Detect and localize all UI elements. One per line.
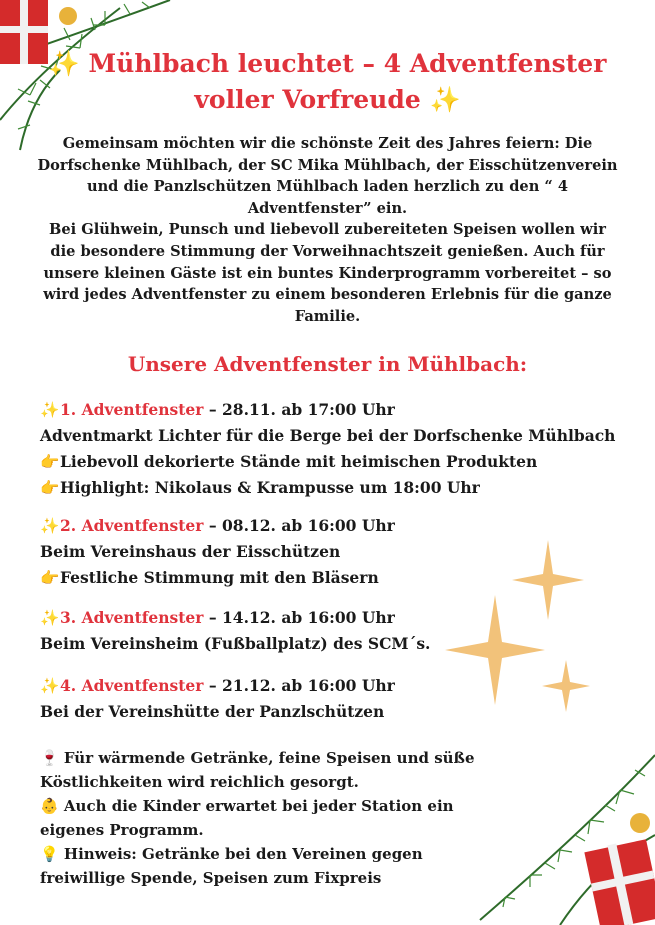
star-icon bbox=[542, 660, 590, 712]
kids-note-text: Auch die Kinder erwartet bei jeder Station ein eigenes Programm. bbox=[40, 797, 454, 839]
event-1-detail-2 bbox=[40, 475, 615, 501]
event-1-detail-1 bbox=[40, 449, 615, 475]
event-4-location: Bei der Vereinshütte der Panzlschützen bbox=[40, 702, 385, 721]
gold-stars bbox=[440, 540, 600, 720]
event-3 bbox=[40, 605, 430, 657]
section-heading: Unsere Adventfenster in Mühlbach: bbox=[127, 352, 528, 376]
lightbulb-icon: 💡 bbox=[40, 845, 59, 863]
event-2-detail-1-text: Festliche Stimmung mit den Bläsern bbox=[60, 568, 379, 587]
event-4 bbox=[40, 673, 395, 725]
event-2-name: 2. Adventfenster bbox=[60, 516, 204, 535]
title-line-1-text: Mühlbach leuchtet – 4 Adventfenster bbox=[88, 49, 607, 78]
intro-paragraph-2: Bei Glühwein, Punsch und liebevoll zubereiteten Speisen wollen wir die besondere Stimmung der Vorweihnachtszeit genießen. Auch für unsere kleinen Gäste ist ein buntes Kinderprogramm vorbereitet – so wird jedes Adventfenster zu einem besonderen Erlebnis für die ganze Familie. bbox=[43, 221, 612, 325]
event-2-location: Beim Vereinshaus der Eisschützen bbox=[40, 542, 341, 561]
event-1-location: Adventmarkt Lichter für die Berge bei der Dorfschenke Mühlbach bbox=[40, 426, 616, 445]
event-2-date: – 08.12. ab 16:00 Uhr bbox=[203, 516, 395, 535]
event-4-header bbox=[40, 673, 395, 699]
star-icon bbox=[445, 595, 545, 705]
event-1-detail-1-text: Liebevoll dekorierte Stände mit heimischen Produkten bbox=[60, 452, 538, 471]
pointing-hand-icon: 👉 bbox=[40, 568, 60, 587]
event-4-name: 4. Adventfenster bbox=[60, 676, 204, 695]
sparkle-icon: ✨ bbox=[40, 400, 60, 419]
pointing-hand-icon: 👉 bbox=[40, 452, 60, 471]
event-1-name: 1. Adventfenster bbox=[60, 400, 204, 419]
page-title bbox=[0, 46, 655, 118]
event-1-detail-2-text: Highlight: Nikolaus & Krampusse um 18:00 Uhr bbox=[60, 478, 480, 497]
sparkle-icon: ✨ bbox=[40, 676, 60, 695]
sparkle-icon: ✨ bbox=[40, 516, 60, 535]
child-icon: 👶 bbox=[40, 797, 59, 815]
intro-paragraph-1: Gemeinsam möchten wir die schönste Zeit des Jahres feiern: Die Dorfschenke Mühlbach, der SC Mika Mühlbach, der Eisschützenverein und die Panzlschützen Mühlbach laden herzlich zu den “ 4 Adventfenster” ein. bbox=[37, 135, 618, 217]
sparkle-icon: ✨ bbox=[429, 85, 461, 114]
pine-garland-bottom-right bbox=[440, 715, 655, 925]
intro-text bbox=[36, 133, 619, 327]
sparkle-icon: ✨ bbox=[40, 608, 60, 627]
star-icon bbox=[512, 540, 584, 620]
event-2-header bbox=[40, 513, 395, 539]
title-line-1 bbox=[0, 46, 655, 82]
title-line-2-text: voller Vorfreude bbox=[194, 85, 421, 114]
event-1 bbox=[40, 397, 615, 501]
pointing-hand-icon: 👉 bbox=[40, 478, 60, 497]
event-3-date: – 14.12. ab 16:00 Uhr bbox=[203, 608, 395, 627]
event-3-header bbox=[40, 605, 430, 631]
sparkle-icon: ✨ bbox=[48, 49, 80, 78]
event-2-detail-1 bbox=[40, 565, 395, 591]
event-3-name: 3. Adventfenster bbox=[60, 608, 204, 627]
wine-glass-icon: 🍷 bbox=[40, 749, 59, 767]
event-1-date: – 28.11. ab 17:00 Uhr bbox=[203, 400, 395, 419]
event-3-location: Beim Vereinsheim (Fußballplatz) des SCM´s. bbox=[40, 634, 431, 653]
title-line-2 bbox=[0, 82, 655, 118]
event-2 bbox=[40, 513, 395, 591]
event-4-date: – 21.12. ab 16:00 Uhr bbox=[203, 676, 395, 695]
drinks-note-text: Für wärmende Getränke, feine Speisen und süße Köstlichkeiten wird reichlich gesorgt. bbox=[40, 749, 475, 791]
event-1-header bbox=[40, 397, 615, 423]
hint-note-text: Hinweis: Getränke bei den Vereinen gegen freiwillige Spende, Speisen zum Fixpreis bbox=[40, 845, 423, 887]
